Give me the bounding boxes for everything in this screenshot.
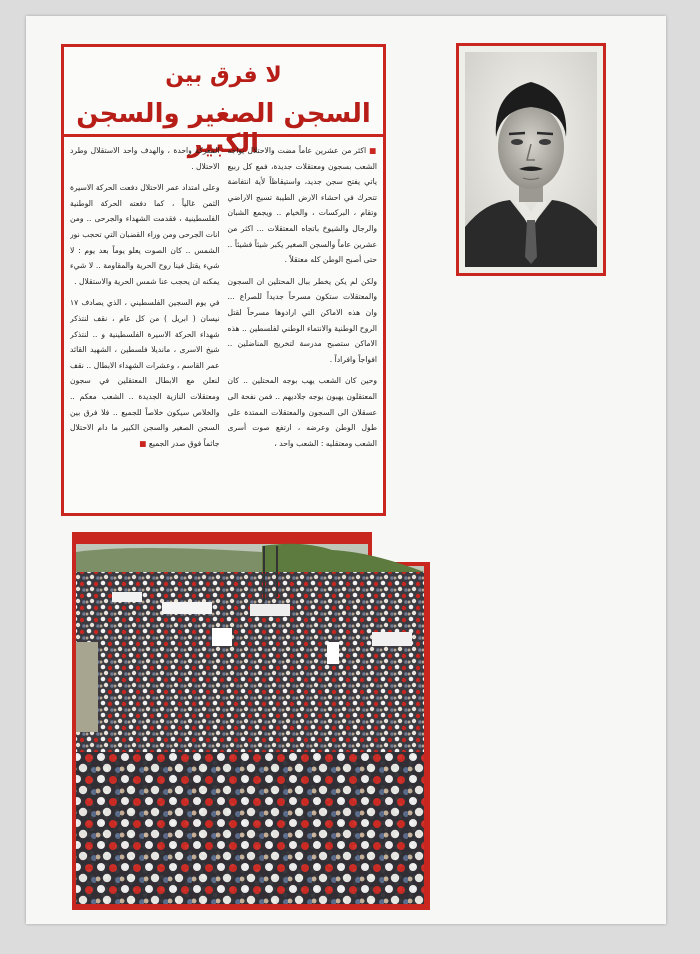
crowd-image <box>72 532 430 910</box>
headline-line-2: السجن الصغير والسجن الكبير <box>76 99 371 159</box>
bullet-mark: ■ <box>369 146 377 155</box>
article-column-left <box>70 143 220 507</box>
clipping-sheet <box>26 16 666 924</box>
paragraph: ولكن لم يكن يخطر ببال المحتلين ان السجون والمعتقلات ستكون مسرحاً جديداً للصراع ... وان هذه الاماكن التي ارادوها مسرحاً لقتل الروح الوطنية والانتماء الوطني لفلسطين .. هذه الاماكن ستصبح مدرسة لتخريج المناضلين .. افواجاً وافراداً . <box>227 276 377 364</box>
paragraph <box>70 295 220 451</box>
end-mark: ■ <box>139 438 147 448</box>
crowd-photo <box>72 532 430 910</box>
paragraph-text: في يوم السجين الفلسطيني ، الذي يصادف ١٧ نيسان ( ابريل ) من كل عام ، نقف لنتذكر شهداء الحركة الاسيرة الفلسطينية و .. لنتذكر شيخ الاسرى ، مانديلا فلسطين ، الشهيد القائد عمر القاسم ، وعشرات الشهداء الابطال .. نقف لنعلن مع الابطال المعتقلين في سجون ومعتقلات النازية الجديدة .. الشعب معكم .. والخلاص سيكون خلاصاً للجميع .. فلا فرق بين السجن الصغير والسجن الكبير ما دام الاحتلال جاثماً فوق صدر الجميع <box>70 298 220 448</box>
portrait-image <box>465 52 597 267</box>
paragraph-text: اكثر من عشرين عاماً مضت والاحتلال يواجه الشعب بسجون ومعتقلات جديدة، فمع كل ربيع ياتي يفتح سجن جديد، واستيقاظاً لأية انتفاضة تتحرك في احشاء الارض الطيبة تسيج الاراضي وتقام ، البركسات ، والخيام .. ويجمع الشبان والرجال والشيوخ باتجاه المعتقلات ... اكثر من عشرين عاماً والسجن الصغير يكبر شيئاً فشيئاً .. حتى أصبح الوطن كله معتقلاً . <box>227 146 377 265</box>
article-column-right <box>228 143 378 507</box>
article-columns <box>70 143 377 507</box>
article-box <box>61 44 386 516</box>
portrait-photo <box>456 43 606 276</box>
paragraph: وحين كان الشعب يهب بوجه المحتلين .. كان المعتقلون يهبون بوجه جلاديهم .. فمن نفحة الى عسقلان الى السجون والمعتقلات الممتدة على طول الوطن وعرضه ، ارتفع صوت أسرى الشعب ومعتقليه : الشعب واحد ، <box>227 376 377 448</box>
paragraph: المعركة واحدة ، والهدف واحد الاستقلال وطرد الاحتلال . <box>70 146 220 171</box>
paragraph <box>228 143 378 268</box>
headline-line-1: لا فرق بين <box>165 63 282 88</box>
paragraph: وعلى امتداد عمر الاحتلال دفعت الحركة الاسيرة الثمن غالياً ، كما دفعته الحركة الوطنية الفلسطينية ، فقدمت الشهداء والجرحى .. ومن انات الجرحى ومن وراء القضبان التي تحجب نور الشمس .. كان الصوت يعلو يوماً بعد يوم : لا شيء يقتل فينا روح الحرية والمقاومة .. لا شيء يمكنه ان يحجب عنا شمس الحرية والاستقلال . <box>70 183 220 286</box>
